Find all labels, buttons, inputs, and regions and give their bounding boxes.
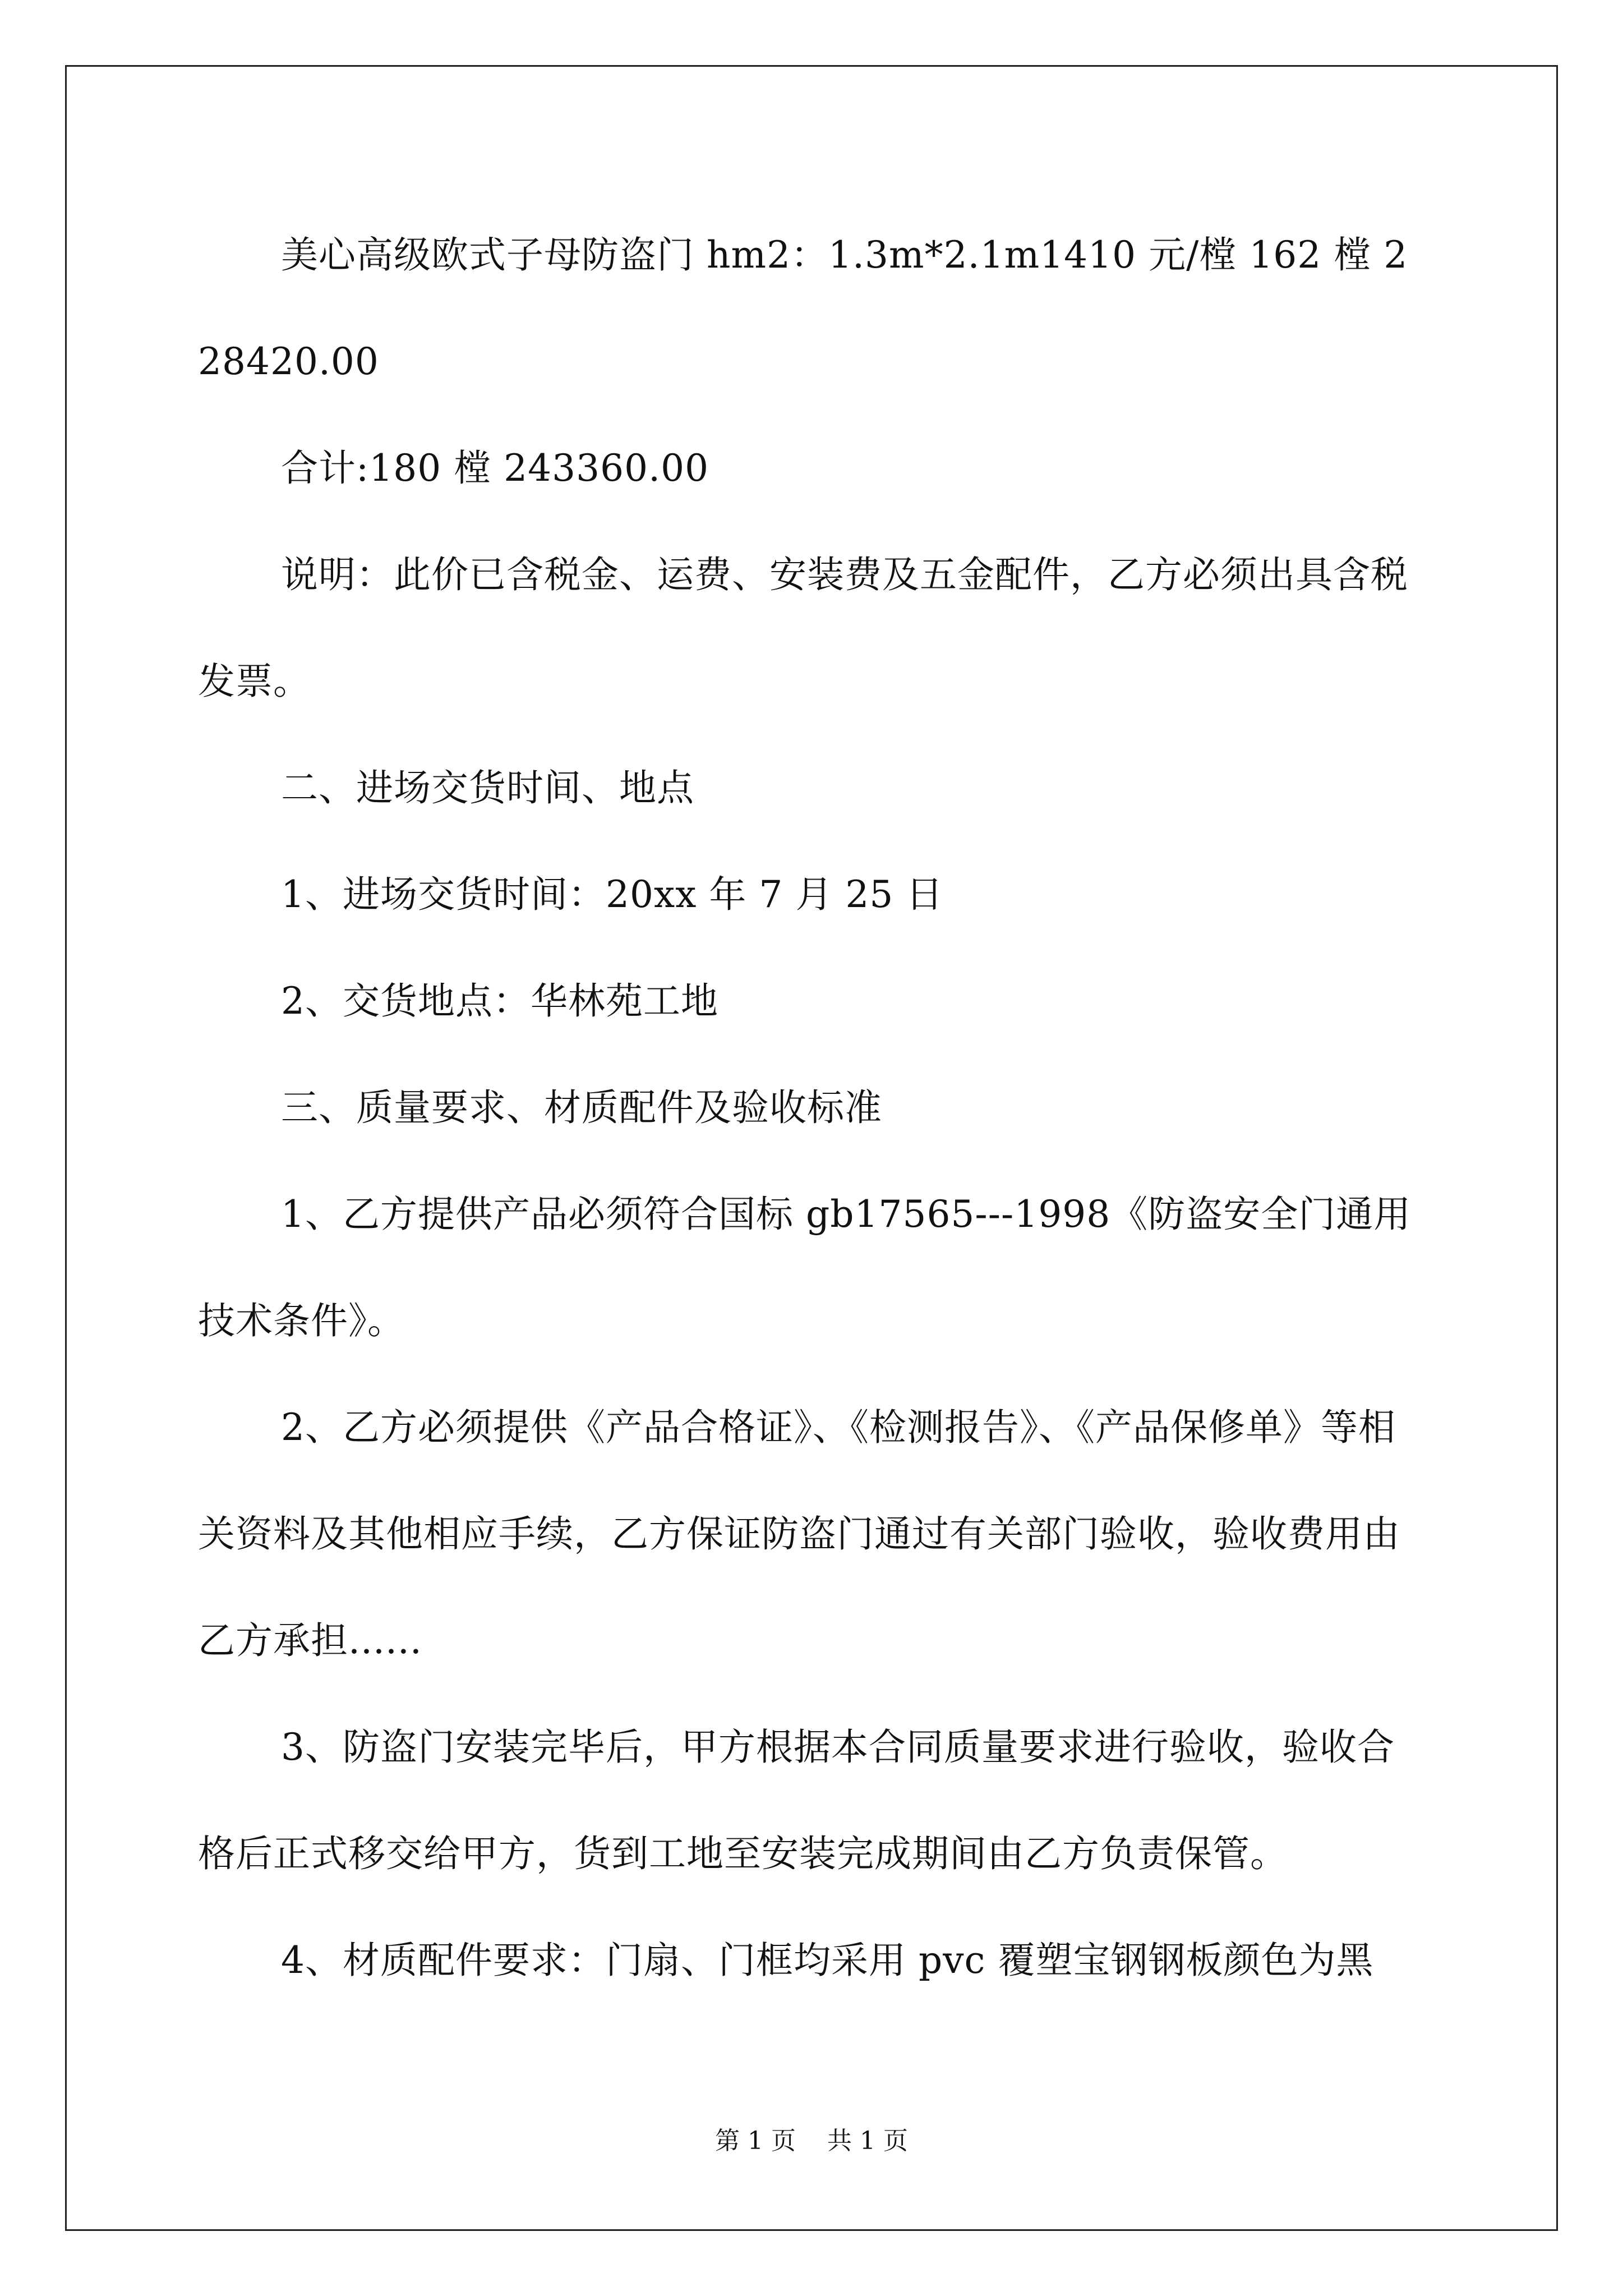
paragraph-quality-documents: 2、乙方必须提供《产品合格证》、《检测报告》、《产品保修单》等相关资料及其他相应手续，乙方保证防盗门通过有关部门验收，验收费用由乙方承担......: [198, 1406, 1400, 1662]
page-total: 共 1 页: [827, 2127, 908, 2155]
section-heading-quality: 三、质量要求、材质配件及验收标准: [281, 1086, 882, 1129]
paragraph-delivery-place: 2、交货地点：华林苑工地: [281, 979, 718, 1023]
paragraph-delivery-time: 1、进场交货时间：20xx 年 7 月 25 日: [281, 873, 944, 916]
page-number: 第 1 页: [715, 2127, 796, 2155]
paragraph-materials: 4、材质配件要求：门扇、门框均采用 pvc 覆塑宝钢钢板颜色为黑: [281, 1939, 1374, 1982]
paragraph-note: 说明：此价已含税金、运费、安装费及五金配件，乙方必须出具含税发票。: [198, 553, 1408, 703]
paragraph-door-price: 美心高级欧式子母防盗门 hm2：1.3m*2.1m1410 元/樘 162 樘 228420.00: [198, 233, 1408, 383]
document-body: [198, 202, 1432, 2014]
page-footer: [0, 2120, 1623, 2156]
section-heading-delivery: 二、进场交货时间、地点: [281, 766, 694, 809]
paragraph-acceptance: 3、防盗门安装完毕后，甲方根据本合同质量要求进行验收，验收合格后正式移交给甲方，货到工地至安装完成期间由乙方负责保管。: [198, 1726, 1395, 1875]
paragraph-quality-standard: 1、乙方提供产品必须符合国标 gb17565---1998《防盗安全门通用技术条件》。: [198, 1193, 1412, 1342]
paragraph-total: 合计:180 樘 243360.00: [281, 447, 709, 490]
